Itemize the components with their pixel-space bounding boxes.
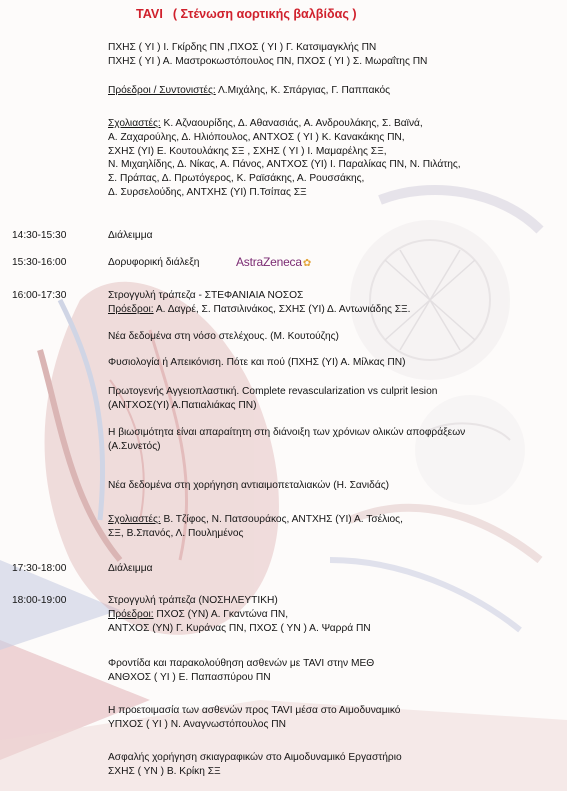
talk-line: Πρωτογενής Αγγειοπλαστική. Complete revascularization vs culprit lesion <box>108 386 438 397</box>
talk-line: (ΑΝΤΧΟΣ(ΥΙ) Α.Πατιαλιάκας ΠΝ) <box>108 399 257 411</box>
talk: Φυσιολογία ή Απεικόνιση. Πότε και πού (ΠΧΗΣ (ΥΙ) Α. Μίλκας ΠΝ) <box>108 357 406 368</box>
time-slot: 18:00-19:00 <box>12 595 67 606</box>
chairs-names: Λ.Μιχάλης, Κ. Σπάργιας, Γ. Παππακός <box>215 85 391 96</box>
chairs-line: ΑΝΤΧΟΣ (ΥΝ) Γ. Κυράνας ΠΝ, ΠΧΟΣ ( ΥΝ ) Α. Ψαρρά ΠΝ <box>108 622 371 634</box>
talk-line: Η βιωσιμότητα είναι απαραίτητη στη διάνοιξη των χρόνιων ολικών αποφράξεων <box>108 427 466 438</box>
talk-line: Η προετοιμασία των ασθενών προς TAVI μέσα στο Αιμοδυναμικό <box>108 705 401 716</box>
chairs-names: ΠΧΟΣ (ΥΝ) Α. Γκαντώνα ΠΝ, <box>153 609 289 620</box>
sponsor-name: AstraZeneca <box>236 255 302 269</box>
talk-line: (Α.Συνετός) <box>108 440 161 452</box>
talk-line: Ασφαλής χορήγηση σκιαγραφικών στο Αιμοδυναμικό Εργαστήριο <box>108 752 402 763</box>
commentators-label: Σχολιαστές: <box>108 118 161 129</box>
commentators-line: Ν. Μιχαηλίδης, Δ. Νίκας, Α. Πάνος, ΑΝΤΧΟΣ (ΥΙ) Ι. Παραλίκας ΠΝ, Ν. Πιλάτης, <box>108 159 461 171</box>
talk <box>108 657 558 685</box>
talk <box>108 704 558 732</box>
talk: Νέα δεδομένα στη χορήγηση αντιαιμοπεταλιακών (Η. Σανιδάς) <box>108 480 390 491</box>
time-slot: 17:30-18:00 <box>12 563 67 574</box>
time-slot: 16:00-17:30 <box>12 290 67 301</box>
title-subtitle: ( Στένωση αορτικής βαλβίδας ) <box>172 7 357 21</box>
tavi-speakers <box>108 41 558 69</box>
commentators-names: Β. Τζίφος, Ν. Πατσουράκος, ΑΝΤΧΗΣ (ΥΙ) Α. Τσέλιος, <box>160 514 403 525</box>
tavi-commentators <box>108 117 558 200</box>
talk <box>108 426 558 454</box>
commentators-line: ΣΧΗΣ (ΥΙ) Ε. Κουτουλάκης ΣΞ , ΣΧΗΣ ( ΥΙ ) Ι. Μαμαρέλης ΣΞ, <box>108 145 387 157</box>
commentators-line: Σ. Πράπας, Δ. Πρωτόγερος, Κ. Ραϊσάκης, Α. Ρουσσάκης, <box>108 173 365 185</box>
chairs-label: Πρόεδροι / Συντονιστές: <box>108 85 216 96</box>
talk-line: ΣΧΗΣ ( ΥΝ ) Β. Κρίκη ΣΞ <box>108 765 221 777</box>
time-slot: 15:30-16:00 <box>12 257 67 268</box>
satellite-label: Δορυφορική διάλεξη <box>108 257 200 268</box>
break-label: Διάλειμμα <box>108 563 153 574</box>
commentators-label: Σχολιαστές: <box>108 514 161 525</box>
commentators-line: Α. Ζαχαρούλης, Δ. Ηλιόπουλος, ΑΝΤΧΟΣ ( ΥΙ ) Κ. Κανακάκης ΠΝ, <box>108 131 405 143</box>
roundtable-title: Στρογγυλή τράπεζα (ΝΟΣΗΛΕΥΤΙΚΗ) <box>108 595 278 606</box>
speakers-line: ΠΧΗΣ ( ΥΙ ) Α. Μαστροκωστόπουλος ΠΝ, ΠΧΟΣ ( ΥΙ ) Σ. Μωραΐτης ΠΝ <box>108 55 428 67</box>
roundtable-chairs <box>108 608 558 636</box>
break-label: Διάλειμμα <box>108 230 153 241</box>
talk-line: ΥΠΧΟΣ ( ΥΙ ) Ν. Αναγνωστόπουλος ΠΝ <box>108 718 286 730</box>
title-main: TAVI <box>136 7 163 21</box>
roundtable-chairs <box>108 303 558 317</box>
chairs-label: Πρόεδροι: <box>108 609 154 620</box>
talk-line: ΑΝΘΧΟΣ ( ΥΙ ) Ε. Παπασπύρου ΠΝ <box>108 671 271 683</box>
speakers-line: ΠΧΗΣ ( ΥΙ ) Ι. Γκίρδης ΠΝ ,ΠΧΟΣ ( ΥΙ ) Γ. Κατσιμαγκλής ΠΝ <box>108 42 377 53</box>
tavi-chairs <box>108 84 558 98</box>
commentators-names: Κ. Αζναουρίδης, Δ. Αθανασιάς, Α. Ανδρουλάκης, Σ. Βαϊνά, <box>160 118 423 129</box>
commentators-line: ΣΞ, Β.Σπανός, Λ. Πουλημένος <box>108 527 244 539</box>
commentators-line: Δ. Συρσελούδης, ΑΝΤΧΗΣ (ΥΙ) Π.Τσίπας ΣΞ <box>108 186 307 198</box>
talk <box>108 385 558 413</box>
session-title <box>136 7 357 21</box>
chairs-label: Πρόεδροι: <box>108 304 154 315</box>
chairs-names: Α. Δαγρέ, Σ. Πατσιλινάκος, ΣΧΗΣ (ΥΙ) Δ. Αντωνιάδης ΣΞ. <box>153 304 411 315</box>
time-slot: 14:30-15:30 <box>12 230 67 241</box>
roundtable-title: Στρογγυλή τράπεζα - ΣΤΕΦΑΝΙΑΙΑ ΝΟΣΟΣ <box>108 290 304 301</box>
sponsor-logo <box>236 255 311 269</box>
talk: Νέα δεδομένα στη νόσο στελέχους. (Μ. Κουτούζης) <box>108 331 339 342</box>
talk-line: Φροντίδα και παρακολούθηση ασθενών με TAVI στην ΜΕΘ <box>108 658 375 669</box>
swirl-icon: ✿ <box>302 258 312 269</box>
roundtable-commentators <box>108 513 558 541</box>
talk <box>108 751 558 779</box>
